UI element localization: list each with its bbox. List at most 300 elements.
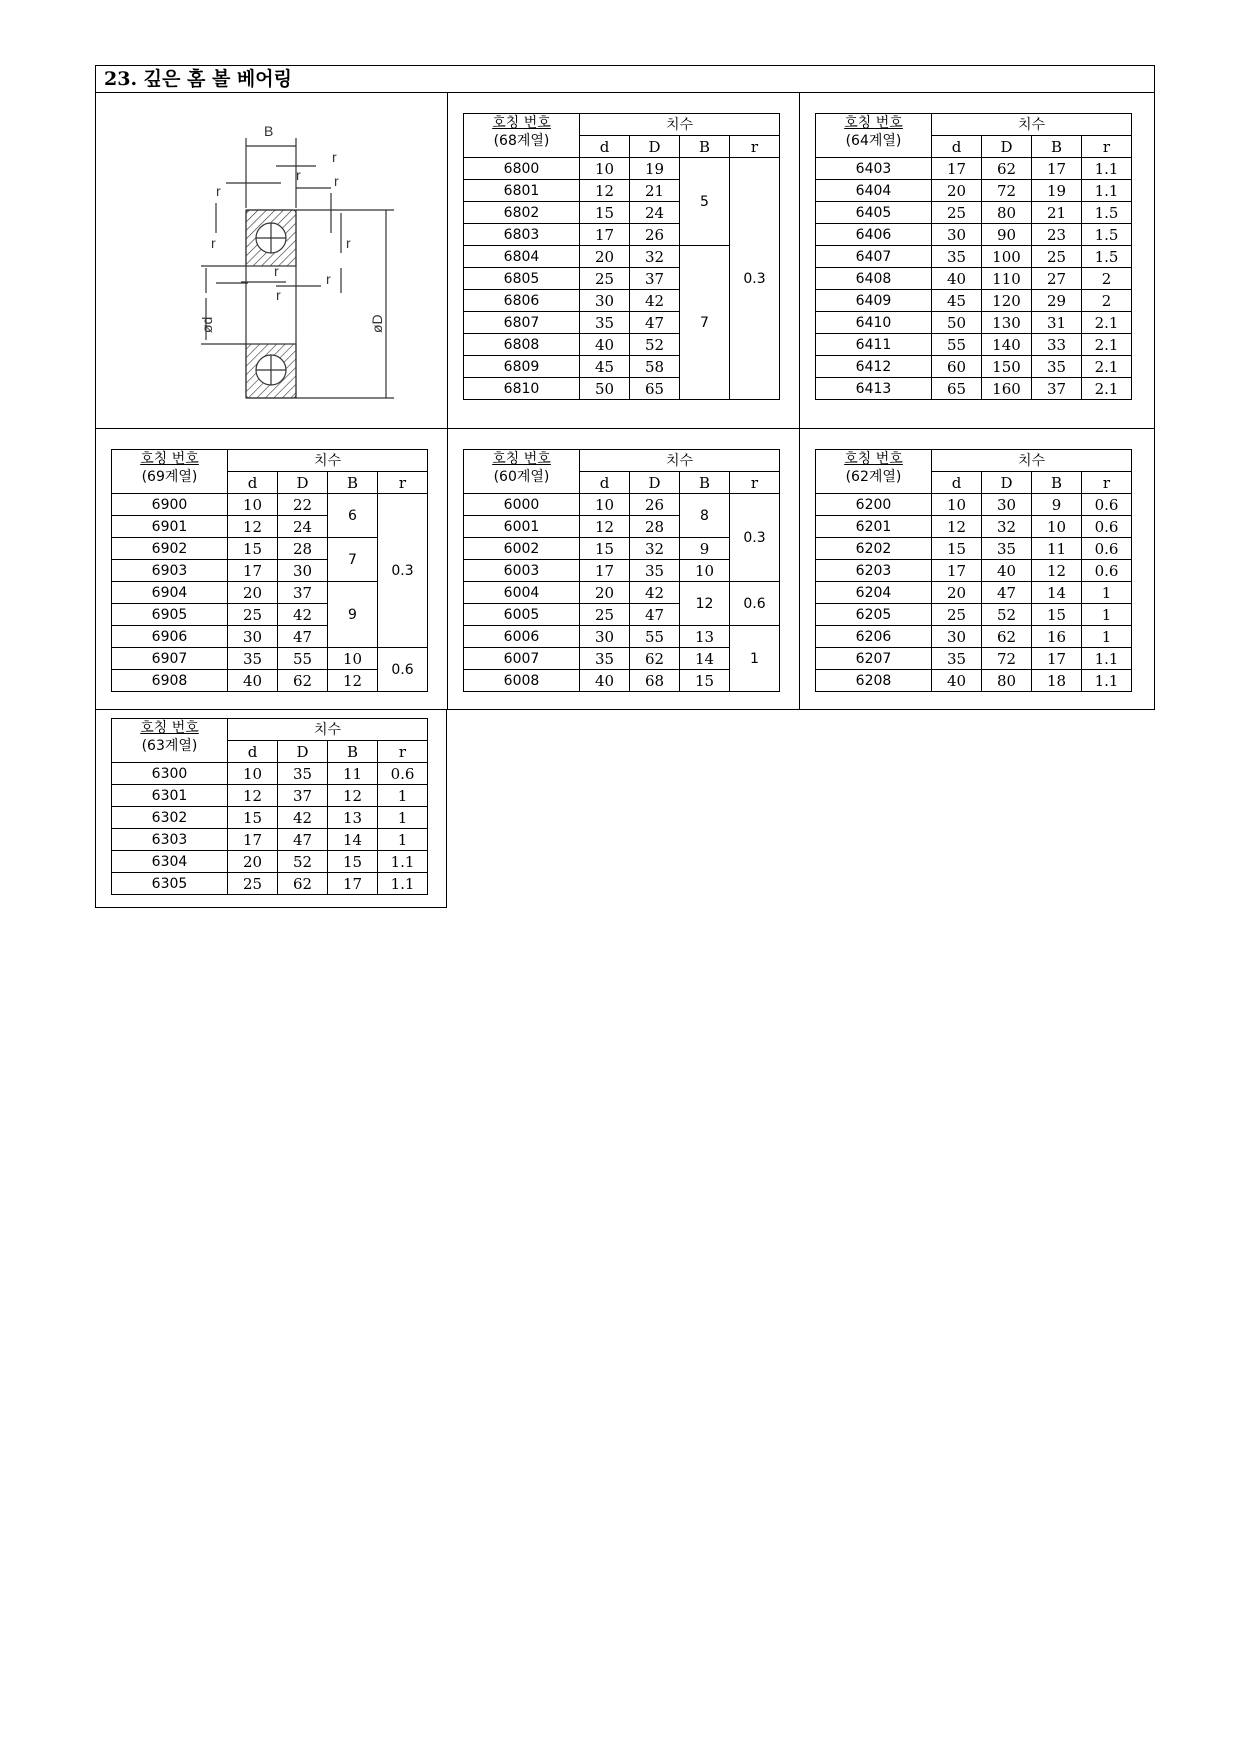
bearing-number: 6907 xyxy=(112,648,228,670)
dim-D: 140 xyxy=(982,334,1032,356)
dim-r: 1.1 xyxy=(1082,180,1132,202)
dim-d: 30 xyxy=(580,626,630,648)
dim-r: 0.6 xyxy=(1082,494,1132,516)
table-68 xyxy=(463,113,780,400)
dim-d: 17 xyxy=(228,829,278,851)
bearing-number: 6000 xyxy=(464,494,580,516)
dim-d: 20 xyxy=(580,246,630,268)
table-row xyxy=(112,807,428,829)
series-name-header xyxy=(464,450,580,494)
col-header-B: B xyxy=(328,741,378,763)
table-row xyxy=(816,560,1132,582)
bearing-number: 6809 xyxy=(464,356,580,378)
bearing-number: 6409 xyxy=(816,290,932,312)
dim-d: 50 xyxy=(580,378,630,400)
col-header-D: D xyxy=(630,472,680,494)
dim-d: 12 xyxy=(580,180,630,202)
dim-d: 15 xyxy=(932,538,982,560)
dim-D: 26 xyxy=(630,494,680,516)
dim-B: 17 xyxy=(1032,648,1082,670)
dim-r: 1 xyxy=(1082,604,1132,626)
series-label: (68계열) xyxy=(493,133,550,149)
dim-d: 65 xyxy=(932,378,982,400)
dim-D: 26 xyxy=(630,224,680,246)
table-row xyxy=(816,290,1132,312)
col-header-B: B xyxy=(1032,136,1082,158)
col-header-d: d xyxy=(932,472,982,494)
dim-D: 42 xyxy=(630,290,680,312)
dim-r: 1.1 xyxy=(378,851,428,873)
bearing-number: 6406 xyxy=(816,224,932,246)
dim-B: 5 xyxy=(680,158,730,246)
dim-D: 52 xyxy=(278,851,328,873)
page-title: 23. 깊은 홈 볼 베어링 xyxy=(96,66,1154,93)
col-header-D: D xyxy=(982,136,1032,158)
table-row xyxy=(112,785,428,807)
name-header-label: 호칭 번호 xyxy=(844,115,903,131)
dim-B: 14 xyxy=(328,829,378,851)
col-header-D: D xyxy=(630,136,680,158)
dim-D: 35 xyxy=(982,538,1032,560)
dim-B: 15 xyxy=(1032,604,1082,626)
dim-d: 15 xyxy=(228,538,278,560)
dim-D: 55 xyxy=(630,626,680,648)
table-row xyxy=(112,648,428,670)
bearing-number: 6802 xyxy=(464,202,580,224)
col-header-d: d xyxy=(580,472,630,494)
series-name-header xyxy=(464,114,580,158)
table-row xyxy=(112,851,428,873)
dim-d: 20 xyxy=(932,180,982,202)
dim-d: 20 xyxy=(580,582,630,604)
bearing-number: 6202 xyxy=(816,538,932,560)
col-header-r: r xyxy=(378,472,428,494)
bearing-number: 6413 xyxy=(816,378,932,400)
name-header-label: 호칭 번호 xyxy=(492,451,551,467)
dim-r: 1.5 xyxy=(1082,202,1132,224)
dim-d: 25 xyxy=(228,604,278,626)
dim-D: 21 xyxy=(630,180,680,202)
table-row xyxy=(816,202,1132,224)
dim-D: 65 xyxy=(630,378,680,400)
dim-r: 0.3 xyxy=(730,494,780,582)
dims-header: 치수 xyxy=(580,450,780,472)
dim-r: 0.6 xyxy=(1082,516,1132,538)
col-header-r: r xyxy=(1082,136,1132,158)
table-row xyxy=(816,582,1132,604)
dim-B: 17 xyxy=(1032,158,1082,180)
dim-d: 17 xyxy=(580,224,630,246)
dim-D: 52 xyxy=(630,334,680,356)
bearing-number: 6206 xyxy=(816,626,932,648)
label-r-8: r xyxy=(326,271,331,287)
dim-D: 62 xyxy=(982,626,1032,648)
bearing-number: 6208 xyxy=(816,670,932,692)
dim-d: 30 xyxy=(932,224,982,246)
dim-D: 72 xyxy=(982,180,1032,202)
dim-D: 42 xyxy=(278,807,328,829)
bearing-number: 6803 xyxy=(464,224,580,246)
dim-d: 15 xyxy=(580,538,630,560)
dim-r: 1 xyxy=(730,626,780,692)
bearing-number: 6906 xyxy=(112,626,228,648)
bearing-number: 6804 xyxy=(464,246,580,268)
dim-B: 21 xyxy=(1032,202,1082,224)
table-row xyxy=(816,312,1132,334)
bearing-number: 6806 xyxy=(464,290,580,312)
dim-r: 2.1 xyxy=(1082,334,1132,356)
bearing-number: 6007 xyxy=(464,648,580,670)
dim-B: 12 xyxy=(1032,560,1082,582)
name-header-label: 호칭 번호 xyxy=(140,720,199,736)
table-cell-68 xyxy=(448,93,800,428)
dim-r: 2 xyxy=(1082,268,1132,290)
dim-D: 150 xyxy=(982,356,1032,378)
dim-D: 47 xyxy=(630,604,680,626)
dim-d: 40 xyxy=(228,670,278,692)
grid-row-1 xyxy=(96,93,1154,429)
bearing-number: 6408 xyxy=(816,268,932,290)
dim-r: 1.5 xyxy=(1082,224,1132,246)
dim-B: 33 xyxy=(1032,334,1082,356)
dim-r: 2.1 xyxy=(1082,356,1132,378)
dim-D: 62 xyxy=(278,873,328,895)
bearing-number: 6300 xyxy=(112,763,228,785)
col-header-B: B xyxy=(1032,472,1082,494)
table-row xyxy=(816,334,1132,356)
dim-B: 11 xyxy=(328,763,378,785)
dim-d: 12 xyxy=(228,516,278,538)
col-header-r: r xyxy=(378,741,428,763)
dim-r: 1 xyxy=(378,785,428,807)
grid-row-3 xyxy=(95,710,447,908)
dim-B: 11 xyxy=(1032,538,1082,560)
dim-D: 47 xyxy=(278,829,328,851)
dim-r: 1.1 xyxy=(1082,158,1132,180)
table-row xyxy=(816,604,1132,626)
bearing-number: 6201 xyxy=(816,516,932,538)
bearing-number: 6006 xyxy=(464,626,580,648)
series-name-header xyxy=(816,114,932,158)
dim-d: 10 xyxy=(580,494,630,516)
series-name-header xyxy=(112,450,228,494)
bearing-number: 6403 xyxy=(816,158,932,180)
table-69 xyxy=(111,449,428,692)
col-header-d: d xyxy=(932,136,982,158)
bearing-number: 6405 xyxy=(816,202,932,224)
col-header-d: d xyxy=(228,472,278,494)
label-r-2: r xyxy=(296,167,301,183)
dim-d: 40 xyxy=(580,334,630,356)
dim-D: 72 xyxy=(982,648,1032,670)
dim-D: 30 xyxy=(278,560,328,582)
dim-B: 9 xyxy=(1032,494,1082,516)
bearing-number: 6302 xyxy=(112,807,228,829)
dim-r: 2 xyxy=(1082,290,1132,312)
col-header-B: B xyxy=(328,472,378,494)
dim-d: 35 xyxy=(228,648,278,670)
dim-d: 10 xyxy=(228,763,278,785)
label-r-4: r xyxy=(334,173,339,189)
bearing-number: 6807 xyxy=(464,312,580,334)
dim-D: 120 xyxy=(982,290,1032,312)
dim-D: 35 xyxy=(630,560,680,582)
dim-B: 19 xyxy=(1032,180,1082,202)
bearing-number: 6810 xyxy=(464,378,580,400)
dim-d: 25 xyxy=(228,873,278,895)
bearing-number: 6805 xyxy=(464,268,580,290)
series-label: (62계열) xyxy=(845,469,902,485)
dim-B: 17 xyxy=(328,873,378,895)
col-header-D: D xyxy=(278,472,328,494)
dim-d: 35 xyxy=(580,312,630,334)
dim-B: 27 xyxy=(1032,268,1082,290)
dim-D: 110 xyxy=(982,268,1032,290)
dim-D: 24 xyxy=(630,202,680,224)
dim-r: 2.1 xyxy=(1082,378,1132,400)
dim-r: 0.6 xyxy=(378,763,428,785)
dim-B: 29 xyxy=(1032,290,1082,312)
dim-r: 1 xyxy=(378,829,428,851)
dim-d: 15 xyxy=(580,202,630,224)
dim-r: 1 xyxy=(1082,626,1132,648)
dim-D: 32 xyxy=(982,516,1032,538)
table-row xyxy=(464,158,780,180)
dim-d: 30 xyxy=(228,626,278,648)
dim-D: 160 xyxy=(982,378,1032,400)
dim-B: 23 xyxy=(1032,224,1082,246)
dim-B: 31 xyxy=(1032,312,1082,334)
dims-header: 치수 xyxy=(932,450,1132,472)
bearing-number: 6410 xyxy=(816,312,932,334)
dim-D: 22 xyxy=(278,494,328,516)
dim-d: 40 xyxy=(932,268,982,290)
dim-r: 0.6 xyxy=(730,582,780,626)
dim-d: 35 xyxy=(932,648,982,670)
dim-d: 40 xyxy=(580,670,630,692)
dim-r: 1.1 xyxy=(378,873,428,895)
dim-D: 52 xyxy=(982,604,1032,626)
table-row xyxy=(816,516,1132,538)
dim-B: 15 xyxy=(328,851,378,873)
series-label: (69계열) xyxy=(141,469,198,485)
table-row xyxy=(816,224,1132,246)
bearing-number: 6900 xyxy=(112,494,228,516)
bearing-drawing xyxy=(156,108,406,408)
dim-D: 28 xyxy=(630,516,680,538)
table-row xyxy=(816,246,1132,268)
table-row xyxy=(112,873,428,895)
bearing-number: 6205 xyxy=(816,604,932,626)
dim-r: 1 xyxy=(378,807,428,829)
name-header-label: 호칭 번호 xyxy=(492,115,551,131)
dim-d: 12 xyxy=(932,516,982,538)
dim-B: 14 xyxy=(680,648,730,670)
dim-d: 45 xyxy=(580,356,630,378)
bearing-sheet xyxy=(95,65,1155,710)
dim-D: 32 xyxy=(630,246,680,268)
col-header-D: D xyxy=(982,472,1032,494)
dim-B: 15 xyxy=(680,670,730,692)
dim-D: 62 xyxy=(630,648,680,670)
dim-D: 30 xyxy=(982,494,1032,516)
dim-r: 1 xyxy=(1082,582,1132,604)
label-r-3: r xyxy=(216,183,221,199)
dim-r: 1.1 xyxy=(1082,648,1132,670)
label-d: ød xyxy=(199,316,215,333)
dim-d: 12 xyxy=(580,516,630,538)
table-row xyxy=(816,626,1132,648)
table-row xyxy=(112,494,428,516)
dim-B: 7 xyxy=(680,246,730,400)
bearing-number: 6008 xyxy=(464,670,580,692)
table-64 xyxy=(815,113,1132,400)
bearing-number: 6002 xyxy=(464,538,580,560)
dim-d: 30 xyxy=(932,626,982,648)
label-r-5: r xyxy=(211,235,216,251)
dim-B: 16 xyxy=(1032,626,1082,648)
name-header-label: 호칭 번호 xyxy=(844,451,903,467)
grid-row-2 xyxy=(96,429,1154,709)
bearing-number: 6800 xyxy=(464,158,580,180)
bearing-number: 6304 xyxy=(112,851,228,873)
table-row xyxy=(464,626,780,648)
table-row xyxy=(816,356,1132,378)
table-row xyxy=(112,763,428,785)
dim-d: 25 xyxy=(580,268,630,290)
bearing-number: 6903 xyxy=(112,560,228,582)
series-name-header xyxy=(816,450,932,494)
dim-d: 50 xyxy=(932,312,982,334)
dim-D: 62 xyxy=(982,158,1032,180)
dim-D: 24 xyxy=(278,516,328,538)
dim-r: 0.3 xyxy=(378,494,428,648)
table-row xyxy=(816,538,1132,560)
dim-d: 35 xyxy=(932,246,982,268)
bearing-number: 6003 xyxy=(464,560,580,582)
dim-d: 10 xyxy=(228,494,278,516)
dim-D: 130 xyxy=(982,312,1032,334)
bearing-number: 6902 xyxy=(112,538,228,560)
dims-header: 치수 xyxy=(228,719,428,741)
col-header-B: B xyxy=(680,472,730,494)
dim-D: 32 xyxy=(630,538,680,560)
dim-B: 10 xyxy=(680,560,730,582)
dim-r: 0.6 xyxy=(1082,560,1132,582)
dim-B: 9 xyxy=(680,538,730,560)
dim-d: 12 xyxy=(228,785,278,807)
bearing-number: 6905 xyxy=(112,604,228,626)
col-header-D: D xyxy=(278,741,328,763)
dim-B: 13 xyxy=(328,807,378,829)
dim-d: 10 xyxy=(580,158,630,180)
dim-B: 6 xyxy=(328,494,378,538)
figure-cell xyxy=(96,93,448,428)
dim-B: 12 xyxy=(328,670,378,692)
dim-D: 47 xyxy=(278,626,328,648)
bearing-number: 6301 xyxy=(112,785,228,807)
label-r-9: r xyxy=(276,287,281,303)
dim-d: 20 xyxy=(228,851,278,873)
bearing-number: 6203 xyxy=(816,560,932,582)
name-header-label: 호칭 번호 xyxy=(140,451,199,467)
dim-d: 17 xyxy=(228,560,278,582)
dim-d: 25 xyxy=(580,604,630,626)
label-D: øD xyxy=(369,314,385,333)
bearing-number: 6001 xyxy=(464,516,580,538)
table-row xyxy=(816,158,1132,180)
table-cell-62 xyxy=(800,429,1154,709)
dim-d: 30 xyxy=(580,290,630,312)
col-header-r: r xyxy=(1082,472,1132,494)
dim-D: 100 xyxy=(982,246,1032,268)
dim-r: 1.5 xyxy=(1082,246,1132,268)
dim-D: 47 xyxy=(630,312,680,334)
dim-B: 18 xyxy=(1032,670,1082,692)
dim-D: 68 xyxy=(630,670,680,692)
dim-D: 37 xyxy=(278,582,328,604)
dim-r: 0.6 xyxy=(378,648,428,692)
bearing-number: 6411 xyxy=(816,334,932,356)
dim-D: 90 xyxy=(982,224,1032,246)
dim-d: 45 xyxy=(932,290,982,312)
dim-B: 14 xyxy=(1032,582,1082,604)
bearing-number: 6901 xyxy=(112,516,228,538)
table-row xyxy=(464,582,780,604)
bearing-number: 6808 xyxy=(464,334,580,356)
series-label: (64계열) xyxy=(845,133,902,149)
dim-D: 37 xyxy=(278,785,328,807)
table-cell-60 xyxy=(448,429,800,709)
label-r-1: r xyxy=(332,149,337,165)
dim-B: 25 xyxy=(1032,246,1082,268)
bearing-number: 6204 xyxy=(816,582,932,604)
col-header-r: r xyxy=(730,136,780,158)
label-B: B xyxy=(264,123,274,139)
bearing-number: 6200 xyxy=(816,494,932,516)
col-header-d: d xyxy=(580,136,630,158)
dim-d: 17 xyxy=(932,158,982,180)
col-header-B: B xyxy=(680,136,730,158)
dim-D: 28 xyxy=(278,538,328,560)
dim-D: 35 xyxy=(278,763,328,785)
dim-B: 35 xyxy=(1032,356,1082,378)
dim-B: 7 xyxy=(328,538,378,582)
dim-D: 80 xyxy=(982,670,1032,692)
dim-B: 8 xyxy=(680,494,730,538)
dim-D: 62 xyxy=(278,670,328,692)
dim-d: 35 xyxy=(580,648,630,670)
dim-B: 10 xyxy=(328,648,378,670)
dim-D: 42 xyxy=(630,582,680,604)
dim-D: 40 xyxy=(982,560,1032,582)
table-row xyxy=(464,494,780,516)
table-row xyxy=(816,268,1132,290)
table-row xyxy=(816,180,1132,202)
dim-d: 17 xyxy=(932,560,982,582)
col-header-d: d xyxy=(228,741,278,763)
dim-D: 58 xyxy=(630,356,680,378)
dim-B: 10 xyxy=(1032,516,1082,538)
bearing-number: 6207 xyxy=(816,648,932,670)
dim-D: 19 xyxy=(630,158,680,180)
dim-D: 47 xyxy=(982,582,1032,604)
table-row xyxy=(816,494,1132,516)
bearing-number: 6801 xyxy=(464,180,580,202)
series-label: (60계열) xyxy=(493,469,550,485)
bearing-number: 6005 xyxy=(464,604,580,626)
label-r-7: r xyxy=(274,263,279,279)
